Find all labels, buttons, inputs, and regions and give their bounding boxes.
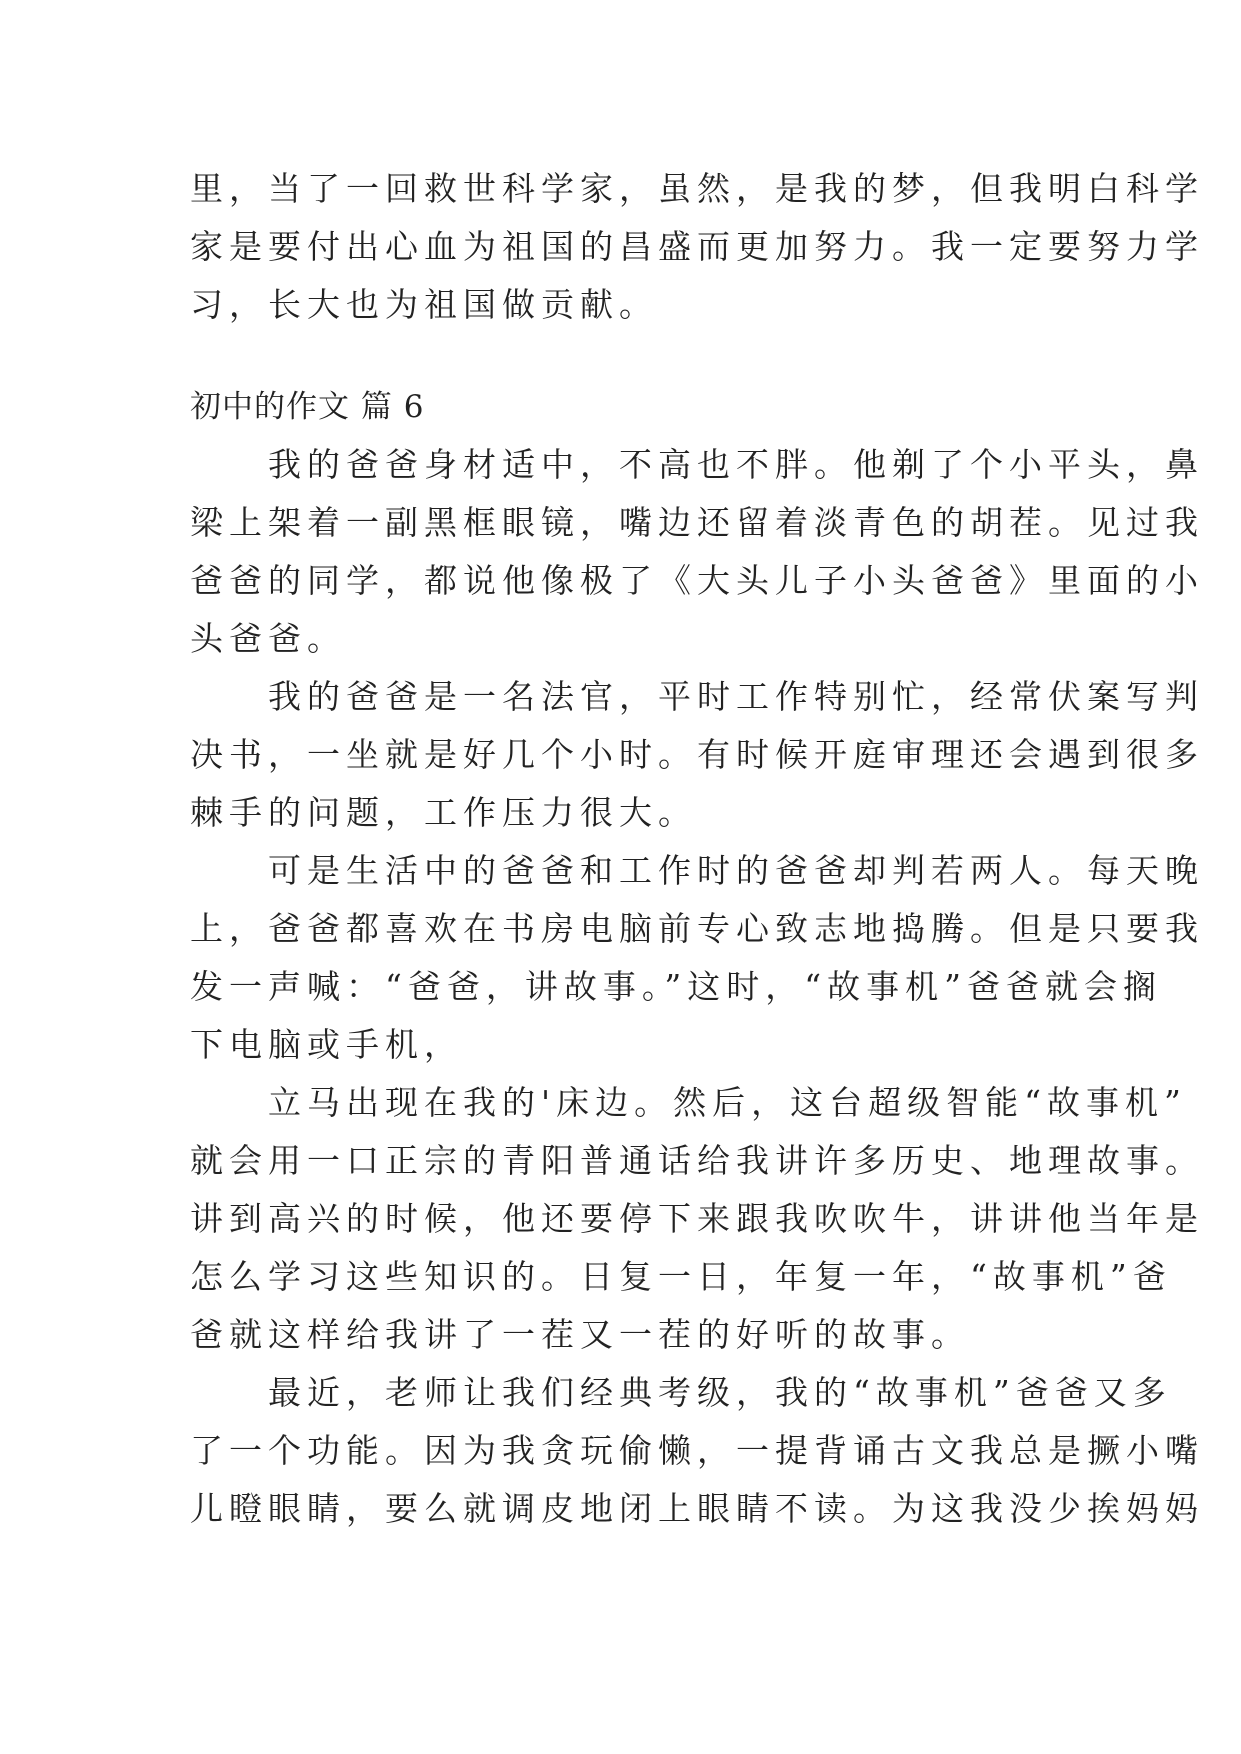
- section-gap: [190, 334, 1060, 378]
- text-line: 决书，一坐就是好几个小时。有时候开庭审理还会遇到很多: [190, 735, 1204, 774]
- text-line: 梁上架着一副黑框眼镜，嘴边还留着淡青色的胡茬。见过我: [190, 503, 1204, 542]
- text-line: 怎么学习这些知识的。日复一日，年复一年，“故事机”爸: [190, 1257, 1172, 1296]
- text-line: 棘手的问题，工作压力很大。: [190, 793, 697, 832]
- text-line: 最近，老师让我们经典考级，我的“故事机”爸爸又多: [190, 1373, 1172, 1412]
- text-line: 立马出现在我的'床边。然后，这台超级智能“故事机”: [190, 1083, 1187, 1122]
- text-line: 爸就这样给我讲了一茬又一茬的好听的故事。: [190, 1315, 970, 1354]
- section-heading: 初中的作文 篇 6: [190, 389, 425, 425]
- text-line: 习，长大也为祖国做贡献。: [190, 285, 658, 324]
- text-line: 发一声喊：“爸爸，讲故事。”这时，“故事机”爸爸就会搁: [190, 967, 1162, 1006]
- text-line: 儿瞪眼睛，要么就调皮地闭上眼睛不读。为这我没少挨妈妈: [190, 1489, 1204, 1528]
- text-line: 爸爸的同学，都说他像极了《大头儿子小头爸爸》里面的小: [190, 561, 1204, 600]
- text-line: 里，当了一回救世科学家，虽然，是我的梦，但我明白科学: [190, 169, 1204, 208]
- text-line: 家是要付出心血为祖国的昌盛而更加努力。我一定要努力学: [190, 227, 1204, 266]
- text-line: 头爸爸。: [190, 619, 346, 658]
- text-line: 上，爸爸都喜欢在书房电脑前专心致志地捣腾。但是只要我: [190, 909, 1204, 948]
- text-line: 讲到高兴的时候，他还要停下来跟我吹吹牛，讲讲他当年是: [190, 1199, 1204, 1238]
- text-line: 了一个功能。因为我贪玩偷懒，一提背诵古文我总是撅小嘴: [190, 1431, 1204, 1470]
- text-line: 我的爸爸是一名法官，平时工作特别忙，经常伏案写判: [190, 677, 1204, 716]
- text-line: 我的爸爸身材适中，不高也不胖。他剃了个小平头，鼻: [190, 445, 1204, 484]
- document-body: [190, 160, 1204, 1538]
- text-line: 就会用一口正宗的青阳普通话给我讲许多历史、地理故事。: [190, 1141, 1204, 1180]
- text-line: 下电脑或手机，: [190, 1025, 463, 1064]
- text-line: 可是生活中的爸爸和工作时的爸爸却判若两人。每天晚: [190, 851, 1204, 890]
